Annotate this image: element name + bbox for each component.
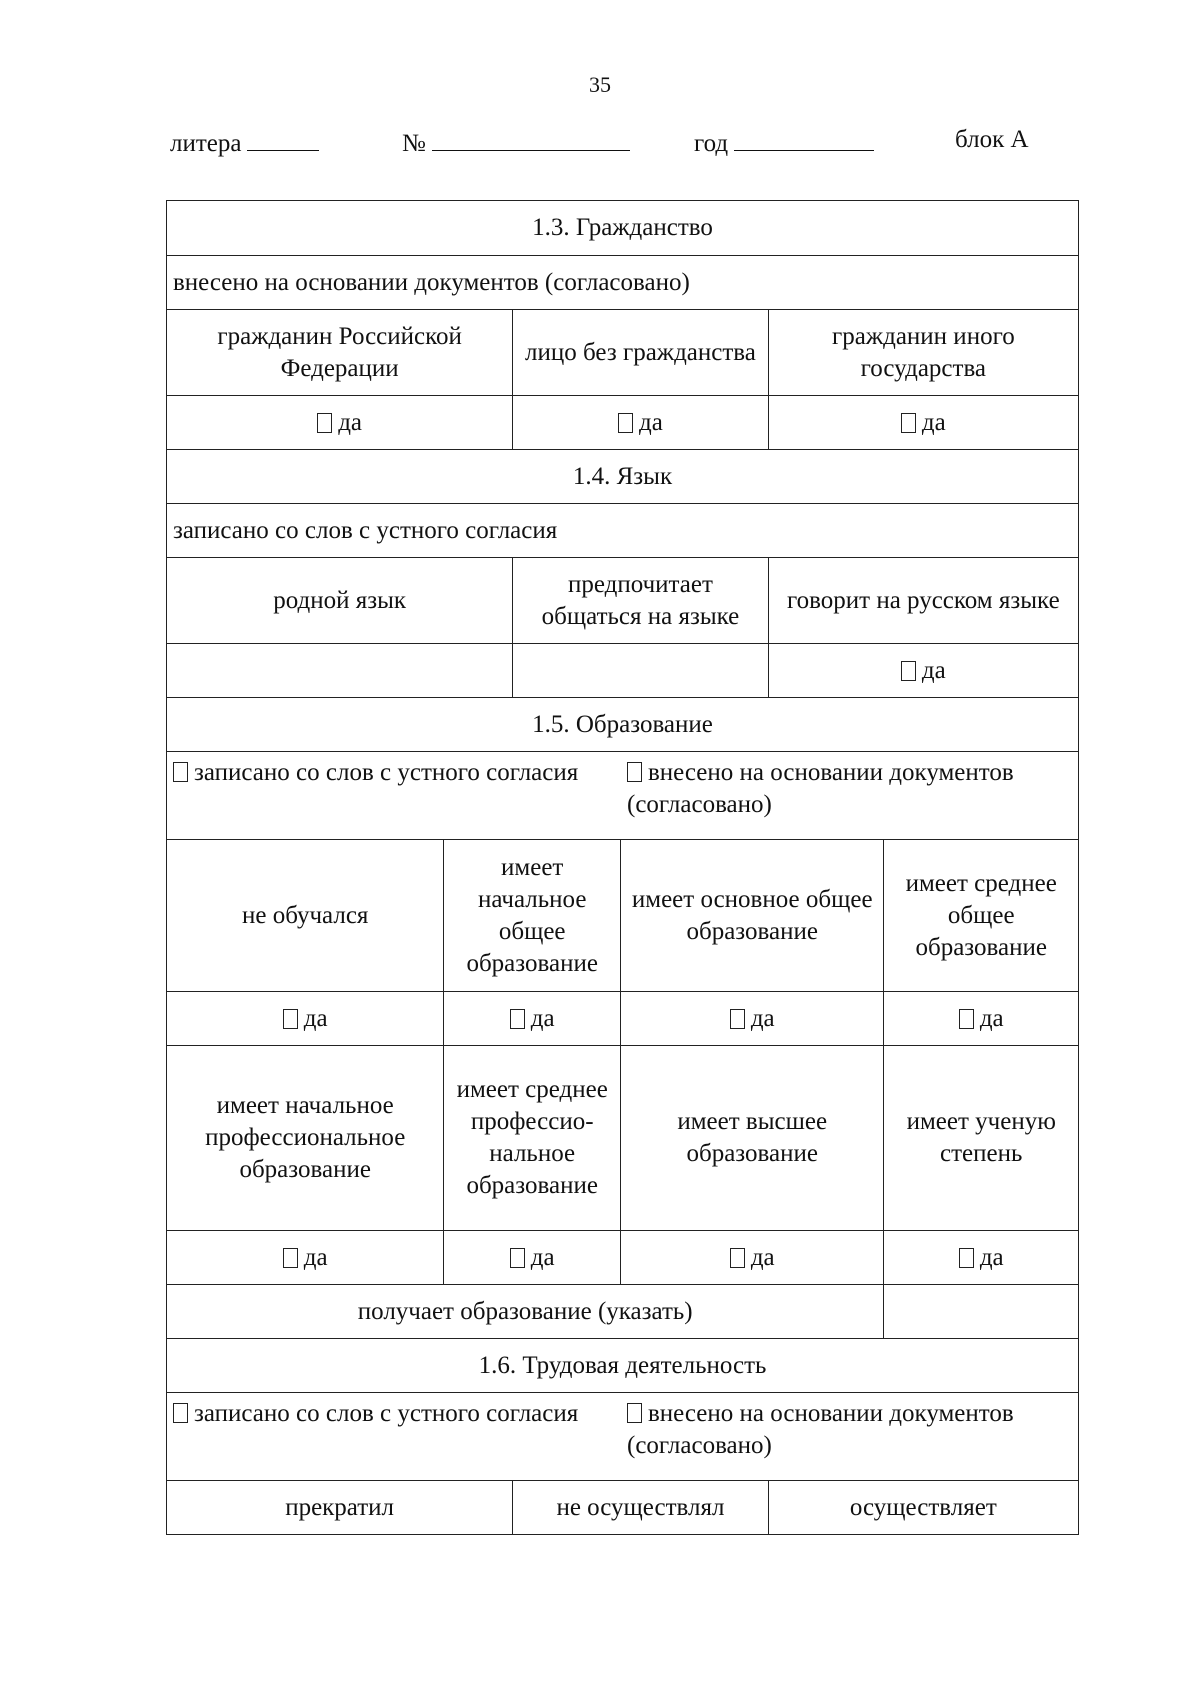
checkbox-label: да — [921, 408, 946, 436]
section-title: 1.6. Трудовая деятельность — [478, 1351, 767, 1379]
checkbox-label: да — [338, 408, 363, 436]
checkbox-cell[interactable] — [443, 992, 620, 1045]
option-label: гражданин иного государства — [768, 310, 1078, 395]
checkbox-cell[interactable] — [768, 644, 1078, 697]
document-header — [170, 126, 1040, 160]
column-label: говорит на русском языке — [768, 558, 1078, 643]
column-label: осуществляет — [768, 1481, 1078, 1534]
receiving-label: получает образование (указать) — [357, 1297, 693, 1325]
citizenship-basis-row — [167, 255, 1078, 309]
basis-docs-option[interactable] — [627, 1398, 1074, 1462]
level-label: имеет начальное профессиональное образование — [205, 1092, 406, 1183]
basis-docs-label: внесено на основании документов (согласовано) — [627, 1400, 1014, 1459]
basis-docs-label: внесено на основании документов (согласовано) — [627, 759, 1014, 818]
year-blank[interactable] — [734, 126, 874, 151]
basis-options — [173, 1398, 1074, 1462]
education-check-row-2 — [167, 1230, 1078, 1284]
checkbox-cell[interactable] — [620, 1231, 883, 1284]
citizenship-title-row — [167, 201, 1078, 255]
number-label: № — [402, 130, 426, 157]
checkbox-cell[interactable] — [167, 992, 443, 1045]
option-label: гражданин Российской Федерации — [217, 322, 462, 382]
column-label: не осуществлял — [512, 1481, 767, 1534]
language-values-row — [167, 643, 1078, 697]
checkbox-icon[interactable] — [901, 413, 916, 433]
basis-options — [173, 757, 1074, 821]
basis-cell — [167, 1393, 1078, 1480]
language-columns-row — [167, 557, 1078, 643]
checkbox-icon[interactable] — [618, 413, 633, 433]
basis-oral-option[interactable] — [173, 1398, 627, 1462]
litera-field — [170, 126, 319, 158]
section-title: 1.4. Язык — [572, 462, 673, 490]
level-label: имеет среднее профессио-нальное образование — [443, 1046, 620, 1230]
checkbox-label: да — [530, 1004, 555, 1032]
column-label: прекратил — [285, 1493, 395, 1521]
employment-basis-row — [167, 1392, 1078, 1480]
form-table — [166, 200, 1079, 1535]
checkbox-label: да — [303, 1243, 328, 1271]
checkbox-icon[interactable] — [901, 661, 916, 681]
citizenship-options-row — [167, 309, 1078, 395]
page-number: 35 — [589, 72, 611, 97]
checkbox-icon[interactable] — [510, 1248, 525, 1268]
level-label: имеет высшее образование — [620, 1046, 883, 1230]
education-title-row — [167, 697, 1078, 751]
option-label: лицо без гражданства — [512, 310, 767, 395]
employment-title-row — [167, 1338, 1078, 1392]
checkbox-icon[interactable] — [730, 1248, 745, 1268]
checkbox-label: да — [979, 1004, 1004, 1032]
level-label: имеет ученую степень — [883, 1046, 1078, 1230]
checkbox-cell[interactable] — [443, 1231, 620, 1284]
checkbox-label: да — [750, 1243, 775, 1271]
checkbox-cell[interactable] — [167, 396, 512, 449]
checkbox-icon[interactable] — [959, 1248, 974, 1268]
section-title: 1.5. Образование — [532, 710, 713, 738]
column-label: родной язык — [273, 586, 407, 614]
citizenship-check-row — [167, 395, 1078, 449]
level-label: имеет основное общее образование — [620, 840, 883, 991]
basis-cell — [167, 752, 1078, 839]
checkbox-label: да — [979, 1243, 1004, 1271]
basis-docs-option[interactable] — [627, 757, 1074, 821]
education-receiving-row — [167, 1284, 1078, 1338]
level-label: имеет начальное общее образование — [443, 840, 620, 991]
receiving-input[interactable] — [883, 1285, 1078, 1338]
column-label: предпочитает общаться на языке — [512, 558, 767, 643]
checkbox-icon[interactable] — [283, 1248, 298, 1268]
native-language-input[interactable] — [167, 644, 512, 697]
checkbox-icon[interactable] — [173, 762, 188, 782]
employment-columns-row — [167, 1480, 1078, 1534]
checkbox-label: да — [921, 656, 946, 684]
basis-text: записано со слов с устного согласия — [173, 516, 558, 544]
number-field — [402, 126, 630, 158]
basis-oral-label: записано со слов с устного согласия — [194, 759, 579, 786]
year-label: год — [694, 130, 729, 157]
checkbox-label: да — [750, 1004, 775, 1032]
education-check-row-1 — [167, 991, 1078, 1045]
checkbox-icon[interactable] — [283, 1009, 298, 1029]
checkbox-cell[interactable] — [883, 992, 1078, 1045]
checkbox-cell[interactable] — [620, 992, 883, 1045]
language-title-row — [167, 449, 1078, 503]
level-label: не обучался — [241, 901, 369, 929]
checkbox-icon[interactable] — [317, 413, 332, 433]
language-basis-row — [167, 503, 1078, 557]
block-label: блок А — [955, 126, 1029, 153]
basis-oral-label: записано со слов с устного согласия — [194, 1400, 579, 1427]
checkbox-icon[interactable] — [627, 1403, 642, 1423]
checkbox-icon[interactable] — [959, 1009, 974, 1029]
checkbox-cell[interactable] — [768, 396, 1078, 449]
checkbox-icon[interactable] — [627, 762, 642, 782]
year-field — [694, 126, 874, 158]
checkbox-icon[interactable] — [510, 1009, 525, 1029]
checkbox-icon[interactable] — [173, 1403, 188, 1423]
checkbox-label: да — [530, 1243, 555, 1271]
preferred-language-input[interactable] — [512, 644, 767, 697]
section-title: 1.3. Гражданство — [532, 214, 713, 241]
checkbox-cell[interactable] — [167, 1231, 443, 1284]
checkbox-label: да — [303, 1004, 328, 1032]
education-levels-row-2 — [167, 1045, 1078, 1230]
education-basis-row — [167, 751, 1078, 839]
checkbox-cell[interactable] — [883, 1231, 1078, 1284]
litera-label: литера — [170, 130, 242, 157]
education-levels-row-1 — [167, 839, 1078, 991]
number-blank[interactable] — [432, 126, 630, 151]
basis-text: внесено на основании документов (согласовано) — [173, 268, 690, 296]
checkbox-label: да — [639, 408, 663, 436]
basis-oral-option[interactable] — [173, 757, 627, 821]
level-label: имеет среднее общее образование — [883, 840, 1078, 991]
checkbox-icon[interactable] — [730, 1009, 745, 1029]
litera-blank[interactable] — [247, 126, 319, 151]
checkbox-cell[interactable] — [512, 396, 767, 449]
